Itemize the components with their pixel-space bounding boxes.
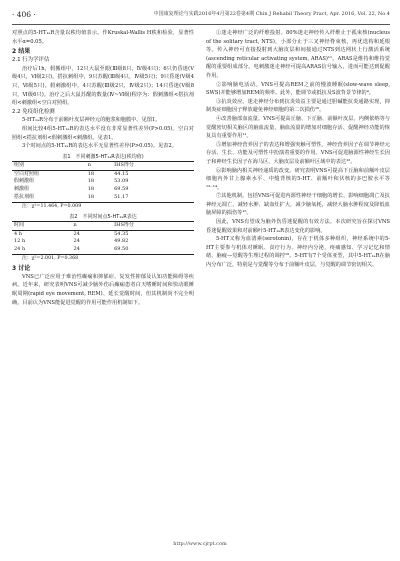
- table-cell: 18: [87, 186, 95, 193]
- table-cell: 假刺激组: [14, 178, 35, 185]
- table-cell: 54.35: [114, 230, 129, 237]
- table-cell: 44.15: [114, 170, 129, 177]
- mechanism-4-paragraph: ④改善脑部血流量。VNS可提高丘脑、下丘脑、前额叶皮层、内侧依纳等与觉醒密切相关脑区的脑血流量，脑血流量的增加对细胞存活、促醒神经功能的恢复具有重要作用¹¹。: [206, 115, 390, 140]
- serotonin-paragraph: 5-HT又称为血清素(serotonin)，存在于机体多种组织，神经系统中的5-HT主要参与机体对睡眠、食疗行为、神经内分泌、疼痛感知、学习记忆和情绪、脑疲—觉醒等生理过程的调控¹⁶。5-HT有7个受体亚型，其中5-HT₁ₐR在脑内分布广泛，特别是与觉醒等分布于前额叶皮层，与觉醒的调节密切相关。: [206, 236, 390, 269]
- right-column: [206, 29, 390, 270]
- table-row: [12, 246, 194, 254]
- table1: [12, 161, 194, 203]
- table2-note: 注：χ²=2.001, P=0.368: [22, 255, 79, 261]
- ihc-paragraph-3: 3个时间点的5-HT₁ₐR的表达水平无显著性差异(P>0.05)。见表2。: [22, 143, 177, 150]
- mechanism-7-paragraph: ⑦其他机制。包括VNS可促进内源性神经干细胞的增长、影响细胞凋亡及抗神经元凋亡，减轻水肿、缺血灶扩大，减少脑氧耗，减轻大脑水肿程度及降低血脑屏障的损伤等¹⁵。: [206, 193, 390, 217]
- table-row: [12, 238, 194, 246]
- methods-tail-paragraph: 对照点的5-HT₁ₐR含量以秩均值表示。作Kruskal-Wallis H秩和检验，显著性水平α=0.05。: [12, 30, 194, 45]
- ihc-paragraph-1: 5-HT₁ₐR分布于前额叶皮层神经元的胞浆和胞膜中。见图1。: [22, 117, 161, 124]
- mechanism-5-paragraph: ⑤增加神经营养因子的表达和增强突触可塑性。神经营养因子在调节神经元存活、生长、功能及可塑性中扮演着重要的作用。VNS可促进脑源性神经生长因子和神经生长因子在海马区、大脑皮层及前额叶区域中的表达¹²。: [206, 141, 390, 165]
- discussion-paragraph: VNS已广泛应用于难治性癫痫和抑郁症、复发性抑郁及认知功能障碍等疾病。近年来，研究表明VNS可减少脑外伤后癫痫患者白天嗜睡时间和快动眼睡眠周期(rapid eye movement, REM)、延长觉醒时间，但其机制尚不完全明确。目前认为VNS能促进觉醒的作用可能作用机制如下。: [12, 273, 194, 306]
- mechanism-6-paragraph: ⑥影响脑内相关神经递质的改变。研究表明VNS可提高下丘脑和前额叶皮层细胞内外甘上腺素水平、中缝背核的5-HT、前额叶和伏核的多巴胺水平等¹³⁻¹⁴。: [206, 167, 390, 191]
- table-cell: 刺激组: [14, 186, 30, 193]
- table-cell: 24: [73, 238, 80, 245]
- table2: [12, 221, 194, 255]
- mechanism-1-paragraph: ①迷走神经广泛的纤维投射。80%迷走神经传入纤维止于孤束核(nucleus of the solitary tract, NTS)，小部分止于三叉神经脊束核，再优选构和延根等。传入神经可直接投射到大脑皮层和间接通过NTS到达网状上行激活系统(ascending reticular activating system, ARAS)¹¹。ARAS是维持和维持觉醒的重要组成部分。电刺激迷走神经可提高ARAS信号输入，进而可能达到促醒作用。: [206, 30, 390, 79]
- behavior-paragraph: 治疗后1h，假搬组中，12只大鼠至眼(Ⅲ级8只，Ⅳ级4只)；6只仍昏迷(Ⅴ级4只，Ⅵ级2只)。搭抗刺组中，9只苏醒(Ⅲ级4只，Ⅳ级5只)；9只昏迷(Ⅴ级4只，Ⅵ级5只)。假刺激组中，4只苏醒(Ⅲ级2只，Ⅳ级2只)；14只昏迷(Ⅴ级8只，Ⅵ级6只)。治疗之后大鼠苏醒的数量(Ⅳ~Ⅵ级)程序为：假刺激组<搭抗剂组<刺激组<空白对照组。: [12, 65, 194, 107]
- discussion-heading: 3 讨论: [12, 264, 31, 272]
- table-row: [12, 230, 194, 238]
- table-cell: 49.82: [114, 238, 129, 245]
- table2-caption: 表2 不同时间点5-HT₁ₐR表达: [69, 213, 137, 220]
- results-heading: 2 结果: [12, 48, 31, 56]
- ihc-paragraph-2: 组间比较4组5-HT₁ₐR的表达水平没有非常显著性差异(P>0.05)。空白对照组<搭抗剂组<假刺激组<刺激组。见表1。: [12, 125, 194, 141]
- behavior-heading: 2.1 行为学评估: [12, 57, 50, 64]
- left-column: [12, 29, 194, 307]
- table2-header: IHS得分: [112, 221, 194, 230]
- table1-header: IHS得分: [112, 161, 194, 170]
- table-cell: 18: [87, 178, 95, 185]
- table-cell: 24: [73, 230, 80, 237]
- table-row: [12, 178, 194, 186]
- table-cell: 18: [87, 170, 95, 177]
- journal-header: 中国康复理论与实践2016年4月第22卷第4期 Chin J Rehabil Theory Pract, Apr. 2016, Vol. 22, No.4: [153, 11, 390, 17]
- table-cell: 69.50: [112, 246, 194, 254]
- table1-note: 注：χ²=11.464, P=0.009: [22, 203, 82, 209]
- mechanism-2-paragraph: ②影响脑电活动。VNS可提高REM之前的慢波睡眠(slow-wave sleep, SWS)并能够增加REM的频率。此外，能调节或抵抗及S波背景节律的⁴。: [206, 81, 390, 97]
- ihc-heading: 2.2 免疫组化检测: [12, 108, 55, 115]
- table-cell: 51.17: [112, 194, 194, 202]
- conclusion-paragraph: 因此，VNS有望成为脑外伤昏迷促醒的有效方法。本次研究旨在探讨VNS昏迷促醒效果和对前额叶5-HT₁ₐR表达变化的影响。: [206, 219, 390, 234]
- table-cell: 24 h: [12, 246, 71, 254]
- table1-caption: 表1 不同刺激5-HT₁ₐR表达(秩均值): [62, 153, 144, 160]
- footer-url[interactable]: http://www.cjrpt.com: [173, 541, 227, 547]
- table-cell: 4 h: [14, 230, 22, 237]
- table-cell: 空白对照组: [14, 170, 40, 177]
- table2-header: 时间: [12, 221, 71, 230]
- table-cell: 53.09: [114, 178, 129, 185]
- table1-header: 组别: [12, 161, 86, 170]
- table-cell: 24: [71, 246, 112, 254]
- header-rule: [12, 24, 390, 25]
- table2-header: n: [71, 221, 112, 230]
- page-number: · 406 ·: [12, 10, 36, 19]
- table-cell: 搭抗剂组: [12, 194, 86, 202]
- table-cell: 69.59: [114, 186, 129, 193]
- table1-header: n: [86, 161, 112, 170]
- table-row: [12, 186, 194, 194]
- mechanism-3-paragraph: ③抗炎效应。迷走神经分布到抗炎效益主要是通过胆碱能抗炎通路实现，抑制炎症细胞因子释放避免神经细胞的第二次损伤¹⁶。: [206, 98, 390, 114]
- table-cell: 12 h: [14, 238, 26, 245]
- table-cell: 18: [86, 194, 112, 202]
- table-row: [12, 170, 194, 178]
- table-row: [12, 194, 194, 202]
